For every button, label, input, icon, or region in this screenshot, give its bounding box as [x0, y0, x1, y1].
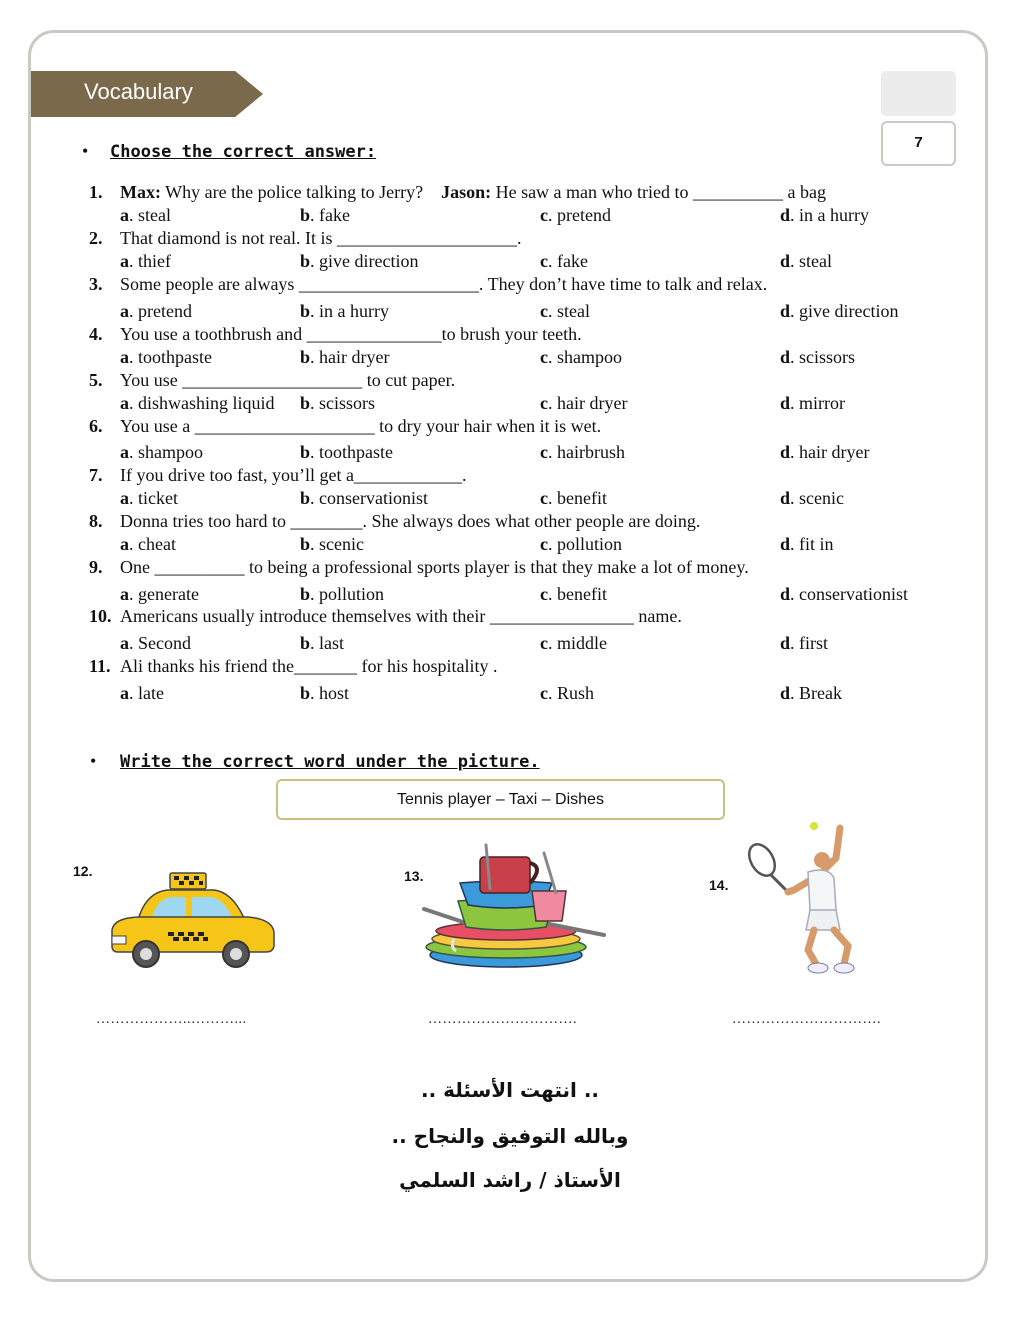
question-5 — [0, 370, 1020, 394]
option-text: benefit — [557, 488, 607, 508]
option-text: Second — [138, 633, 191, 653]
option-letter: a — [120, 633, 129, 653]
option-separator: . — [548, 534, 557, 554]
option-text: steal — [138, 205, 171, 225]
option-separator: . — [548, 393, 557, 413]
question-4 — [0, 324, 1020, 348]
option-a[interactable] — [120, 251, 171, 272]
option-c[interactable] — [540, 488, 607, 509]
question-1 — [0, 182, 1020, 206]
option-separator: . — [790, 488, 800, 508]
answer-blank: …………………………. — [732, 1012, 881, 1027]
picture-number: 14. — [709, 877, 729, 893]
option-b[interactable] — [300, 205, 350, 226]
option-letter: d — [780, 633, 791, 653]
question-2 — [0, 228, 1020, 252]
question-text — [120, 182, 826, 203]
picture-number: 13. — [404, 868, 424, 884]
question-text: Americans usually introduce themselves with their ________________ name. — [120, 606, 682, 626]
option-text: generate — [138, 584, 199, 604]
question-number: 6. — [89, 416, 103, 436]
option-separator: . — [790, 393, 800, 413]
question-number: 8. — [89, 511, 103, 531]
option-letter: a — [120, 251, 129, 271]
option-a[interactable] — [120, 393, 275, 414]
option-separator: . — [310, 251, 320, 271]
question-text1: Why are the police talking to Jerry? — [160, 182, 424, 202]
question-number: 9. — [89, 557, 103, 577]
option-text: scissors — [319, 393, 376, 413]
option-b[interactable] — [300, 251, 418, 272]
option-c[interactable] — [540, 205, 611, 226]
option-d[interactable] — [780, 683, 842, 704]
option-separator: . — [129, 442, 138, 462]
option-c[interactable] — [540, 584, 607, 605]
question-speaker2: Jason: — [441, 182, 492, 202]
option-letter: d — [780, 347, 791, 367]
option-separator: . — [790, 534, 800, 554]
option-text: mirror — [799, 393, 845, 413]
option-text: Break — [799, 683, 842, 703]
picture-number: 12. — [73, 863, 93, 879]
option-separator: . — [310, 534, 320, 554]
option-text: steal — [799, 251, 833, 271]
score-header-box — [881, 71, 956, 116]
option-separator: . — [310, 442, 320, 462]
option-separator: . — [548, 205, 557, 225]
option-a[interactable] — [120, 584, 199, 605]
option-text: fake — [557, 251, 588, 271]
option-c[interactable] — [540, 347, 622, 368]
option-separator: . — [790, 347, 800, 367]
option-c[interactable] — [540, 251, 588, 272]
option-d[interactable] — [780, 301, 898, 322]
option-letter: c — [540, 393, 548, 413]
option-a[interactable] — [120, 347, 212, 368]
option-text: toothpaste — [138, 347, 212, 367]
option-letter: c — [540, 205, 548, 225]
option-a[interactable] — [120, 301, 192, 322]
option-text: conservationist — [799, 584, 908, 604]
option-text: give direction — [319, 251, 419, 271]
option-letter: c — [540, 347, 548, 367]
question-text: You use a ____________________ to dry your hair when it is wet. — [120, 416, 602, 436]
option-text: fake — [319, 205, 350, 225]
question-number: 11. — [89, 656, 111, 676]
option-letter: b — [300, 442, 311, 462]
question-number: 7. — [89, 465, 103, 485]
option-separator: . — [310, 347, 320, 367]
option-text: thief — [138, 251, 171, 271]
option-b[interactable] — [300, 488, 428, 509]
option-text: hair dryer — [319, 347, 390, 367]
option-d[interactable] — [780, 393, 845, 414]
section-title: Vocabulary — [84, 79, 193, 104]
option-separator: . — [310, 205, 320, 225]
option-text: pollution — [557, 534, 623, 554]
option-text: pretend — [138, 301, 192, 321]
option-separator: . — [548, 584, 557, 604]
option-letter: a — [120, 301, 129, 321]
option-separator: . — [129, 205, 138, 225]
taxi-icon — [108, 870, 278, 970]
option-text: scissors — [799, 347, 856, 367]
teacher-signature: الأستاذ / راشد السلمي — [399, 1168, 621, 1192]
option-text: scenic — [799, 488, 844, 508]
option-b[interactable] — [300, 683, 349, 704]
option-letter: d — [780, 251, 791, 271]
question-8 — [0, 511, 1020, 535]
option-c[interactable] — [540, 534, 622, 555]
question-text: Donna tries too hard to ________. She always does what other people are doing. — [120, 511, 701, 531]
option-separator: . — [310, 393, 320, 413]
option-c[interactable] — [540, 683, 594, 704]
question-9 — [0, 557, 1020, 581]
option-d[interactable] — [780, 534, 834, 555]
question-number: 3. — [89, 274, 103, 294]
option-text: hair dryer — [557, 393, 628, 413]
option-separator: . — [129, 584, 138, 604]
answer-options — [0, 683, 1020, 707]
question-6 — [0, 416, 1020, 440]
option-separator: . — [548, 301, 557, 321]
option-letter: d — [780, 205, 791, 225]
option-c[interactable] — [540, 301, 590, 322]
option-letter: a — [120, 442, 129, 462]
option-c[interactable] — [540, 393, 627, 414]
question-text: One __________ to being a professional sports player is that they make a lot of money. — [120, 557, 749, 577]
section1-instruction: Choose the correct answer: — [110, 142, 377, 162]
answer-options — [0, 393, 1020, 417]
option-a[interactable] — [120, 683, 164, 704]
option-d[interactable] — [780, 442, 869, 463]
section2-instruction: Write the correct word under the picture. — [120, 752, 540, 772]
option-separator: . — [129, 301, 138, 321]
option-d[interactable] — [780, 347, 855, 368]
answer-blank: …………………………. — [428, 1012, 577, 1027]
option-separator: . — [790, 683, 800, 703]
answer-options — [0, 251, 1020, 275]
question-text: If you drive too fast, you’ll get a____________. — [120, 465, 467, 485]
option-separator: . — [129, 488, 138, 508]
option-separator: . — [310, 488, 320, 508]
spacer — [423, 182, 441, 202]
option-c[interactable] — [540, 633, 607, 654]
option-text: ticket — [138, 488, 178, 508]
option-letter: b — [300, 584, 311, 604]
question-text: Ali thanks his friend the_______ for his hospitality . — [120, 656, 498, 676]
tennis-player-icon — [744, 818, 864, 978]
option-separator: . — [548, 347, 557, 367]
option-text: last — [319, 633, 345, 653]
question-number: 2. — [89, 228, 103, 248]
option-d[interactable] — [780, 633, 828, 654]
option-separator: . — [310, 633, 320, 653]
option-letter: b — [300, 251, 311, 271]
option-d[interactable] — [780, 205, 869, 226]
option-text: hairbrush — [557, 442, 625, 462]
option-letter: c — [540, 683, 548, 703]
score-box: 7 — [881, 121, 956, 166]
option-letter: c — [540, 633, 548, 653]
answer-options — [0, 301, 1020, 325]
option-letter: a — [120, 205, 129, 225]
option-letter: a — [120, 488, 129, 508]
option-b[interactable] — [300, 442, 393, 463]
option-letter: a — [120, 683, 129, 703]
question-10 — [0, 606, 1020, 630]
option-text: fit in — [799, 534, 834, 554]
answer-options — [0, 442, 1020, 466]
option-b[interactable] — [300, 393, 375, 414]
option-letter: d — [780, 442, 791, 462]
option-letter: b — [300, 534, 311, 554]
option-letter: c — [540, 301, 548, 321]
option-separator: . — [310, 683, 320, 703]
answer-options — [0, 633, 1020, 657]
option-a[interactable] — [120, 205, 171, 226]
option-c[interactable] — [540, 442, 625, 463]
option-d[interactable] — [780, 584, 908, 605]
answer-options — [0, 584, 1020, 608]
closing-line-2: وبالله التوفيق والنجاح .. — [391, 1124, 629, 1148]
option-letter: c — [540, 584, 548, 604]
option-text: Rush — [557, 683, 595, 703]
bullet-icon: • — [82, 141, 89, 161]
option-separator: . — [790, 442, 800, 462]
option-text: pretend — [557, 205, 611, 225]
option-text: first — [799, 633, 829, 653]
option-text: cheat — [138, 534, 176, 554]
option-text: benefit — [557, 584, 607, 604]
question-number: 5. — [89, 370, 103, 390]
option-separator: . — [310, 584, 320, 604]
option-letter: b — [300, 683, 311, 703]
option-letter: c — [540, 534, 548, 554]
option-separator: . — [310, 301, 320, 321]
option-text: pollution — [319, 584, 385, 604]
option-separator: . — [129, 683, 138, 703]
option-b[interactable] — [300, 633, 344, 654]
option-separator: . — [790, 301, 800, 321]
option-letter: b — [300, 488, 311, 508]
option-a[interactable] — [120, 534, 176, 555]
option-separator: . — [548, 442, 557, 462]
answer-options — [0, 534, 1020, 558]
answer-blank: ………………..………... — [96, 1012, 247, 1027]
option-letter: d — [780, 534, 791, 554]
option-separator: . — [129, 347, 138, 367]
option-text: steal — [557, 301, 590, 321]
answer-options — [0, 488, 1020, 512]
option-letter: c — [540, 442, 548, 462]
option-text: hair dryer — [799, 442, 870, 462]
option-letter: d — [780, 488, 791, 508]
option-letter: b — [300, 347, 311, 367]
option-d[interactable] — [780, 488, 844, 509]
option-letter: b — [300, 393, 311, 413]
option-b[interactable] — [300, 301, 389, 322]
option-separator: . — [129, 251, 138, 271]
answer-options — [0, 347, 1020, 371]
option-separator: . — [790, 205, 800, 225]
option-letter: c — [540, 488, 548, 508]
question-number: 4. — [89, 324, 103, 344]
question-text2: He saw a man who tried to __________ a bag — [491, 182, 827, 202]
option-letter: d — [780, 301, 791, 321]
option-a[interactable] — [120, 442, 203, 463]
option-text: dishwashing liquid — [138, 393, 275, 413]
option-separator: . — [129, 393, 138, 413]
word-bank: Tennis player – Taxi – Dishes — [276, 779, 725, 820]
option-letter: d — [780, 584, 791, 604]
option-separator: . — [129, 534, 138, 554]
option-separator: . — [548, 488, 557, 508]
option-text: shampoo — [557, 347, 622, 367]
question-number: 10. — [89, 606, 112, 626]
option-text: conservationist — [319, 488, 428, 508]
option-d[interactable] — [780, 251, 832, 272]
option-letter: a — [120, 347, 129, 367]
option-letter: a — [120, 393, 129, 413]
option-letter: d — [780, 393, 791, 413]
option-a[interactable] — [120, 633, 191, 654]
option-text: host — [319, 683, 350, 703]
option-separator: . — [129, 633, 138, 653]
question-text: You use ____________________ to cut paper. — [120, 370, 456, 390]
option-letter: d — [780, 683, 791, 703]
question-speaker1: Max: — [120, 182, 161, 202]
option-letter: c — [540, 251, 548, 271]
option-text: in a hurry — [319, 301, 389, 321]
question-3 — [0, 274, 1020, 298]
option-text: middle — [557, 633, 607, 653]
option-letter: a — [120, 584, 129, 604]
option-letter: b — [300, 205, 311, 225]
question-text: That diamond is not real. It is ____________________. — [120, 228, 522, 248]
option-text: shampoo — [138, 442, 203, 462]
option-separator: . — [548, 633, 557, 653]
question-11 — [0, 656, 1020, 680]
question-7 — [0, 465, 1020, 489]
option-letter: b — [300, 301, 311, 321]
question-text: Some people are always ____________________. They don’t have time to talk and relax. — [120, 274, 768, 294]
option-text: give direction — [799, 301, 899, 321]
dishes-icon — [414, 843, 610, 973]
option-letter: a — [120, 534, 129, 554]
option-text: in a hurry — [799, 205, 869, 225]
question-number: 1. — [89, 182, 103, 202]
option-text: toothpaste — [319, 442, 394, 462]
option-a[interactable] — [120, 488, 178, 509]
option-separator: . — [548, 251, 557, 271]
option-b[interactable] — [300, 347, 389, 368]
question-text: You use a toothbrush and _______________to brush your teeth. — [120, 324, 582, 344]
option-text: scenic — [319, 534, 364, 554]
bullet-icon: • — [90, 751, 97, 771]
option-b[interactable] — [300, 534, 364, 555]
option-separator: . — [790, 633, 800, 653]
option-separator: . — [548, 683, 557, 703]
option-separator: . — [790, 584, 800, 604]
answer-options — [0, 205, 1020, 229]
closing-line-1: .. انتهت الأسئلة .. — [420, 1078, 600, 1102]
option-b[interactable] — [300, 584, 384, 605]
option-separator: . — [790, 251, 800, 271]
option-text: late — [138, 683, 164, 703]
option-letter: b — [300, 633, 311, 653]
